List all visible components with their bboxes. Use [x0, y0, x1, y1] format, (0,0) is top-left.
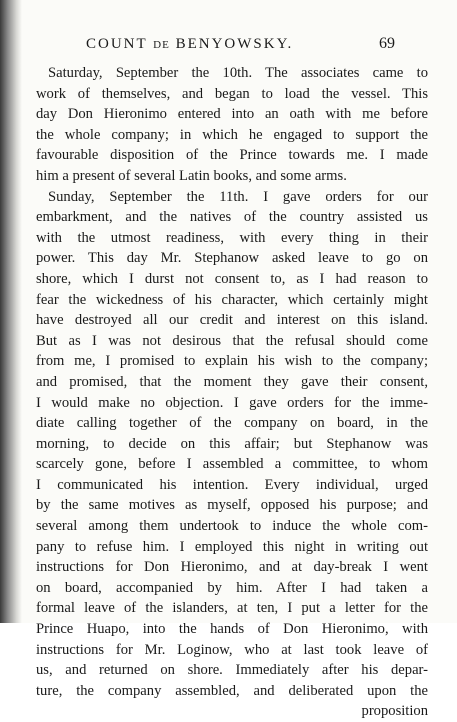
text-line: us, and returned on shore. Immediately after his depar-: [36, 662, 428, 679]
text-line: Sunday, September the 11th. I gave orders for our: [48, 188, 428, 205]
header-title-part2: DE: [153, 39, 170, 51]
text-line: ture, the company assembled, and deliberated upon the: [36, 682, 428, 699]
text-line: Saturday, September the 10th. The associates came to: [48, 65, 428, 81]
text-line: the whole company; in which he engaged to support the: [36, 126, 428, 143]
catchword: proposition: [361, 703, 428, 720]
text-line: several among them undertook to induce the whole com-: [36, 518, 428, 535]
text-line: favourable disposition of the Prince towards me. I made: [36, 147, 428, 164]
text-line: with the utmost readiness, with every thing in their: [36, 229, 428, 246]
text-line: instructions for Don Hieronimo, and at day-break I went: [36, 559, 428, 576]
text-line: day Don Hieronimo entered into an oath with me before: [36, 106, 428, 123]
text-line: instructions for Mr. Loginow, who at last took leave of: [36, 641, 428, 658]
text-line: scarcely gone, before I assembled a committee, to whom: [36, 456, 428, 473]
text-line: from me, I promised to explain his wish to the company;: [36, 353, 428, 370]
page-number: 69: [379, 35, 395, 52]
body-text: [36, 63, 428, 722]
text-line: Prince Huapo, into the hands of Don Hieronimo, with: [36, 621, 428, 638]
text-line: power. This day Mr. Stephanow asked leave to go on: [36, 250, 428, 267]
text-line: have destroyed all our credit and interest on this island.: [36, 312, 428, 329]
text-line: morning, to decide on this affair; but Stephanow was: [36, 435, 428, 452]
text-line: work of themselves, and began to load the vessel. This: [36, 85, 428, 102]
text-line: shore, which I durst not consent to, as I had reason to: [36, 270, 428, 287]
text-line: formal leave of the islanders, at ten, I put a letter for the: [36, 600, 428, 617]
text-line: I would make no objection. I gave orders for the imme-: [36, 394, 428, 411]
header-title-part1: COUNT: [86, 36, 154, 52]
text-line: embarkment, and the natives of the country assisted us: [36, 209, 428, 226]
text-line: him a present of several Latin books, and some arms.: [36, 167, 347, 184]
text-line: and promised, that the moment they gave their consent,: [36, 373, 428, 390]
running-header: [86, 36, 406, 56]
text-line: But as I was not desirous that the refusal should come: [36, 332, 428, 349]
page-gutter-shadow: [0, 0, 22, 623]
text-line: I communicated his intention. Every individual, urged: [36, 476, 428, 493]
text-line: diate calling together of the company on board, in the: [36, 415, 428, 432]
text-line: on board, accompanied by him. After I had taken a: [36, 579, 428, 596]
text-line: pany to refuse him. I employed this night in writing out: [36, 538, 428, 555]
header-title-part3: BENYOWSKY.: [169, 36, 294, 52]
text-line: fear the wickedness of his character, which certainly might: [36, 291, 428, 308]
text-line: by the same motives as myself, opposed his purpose; and: [36, 497, 428, 514]
